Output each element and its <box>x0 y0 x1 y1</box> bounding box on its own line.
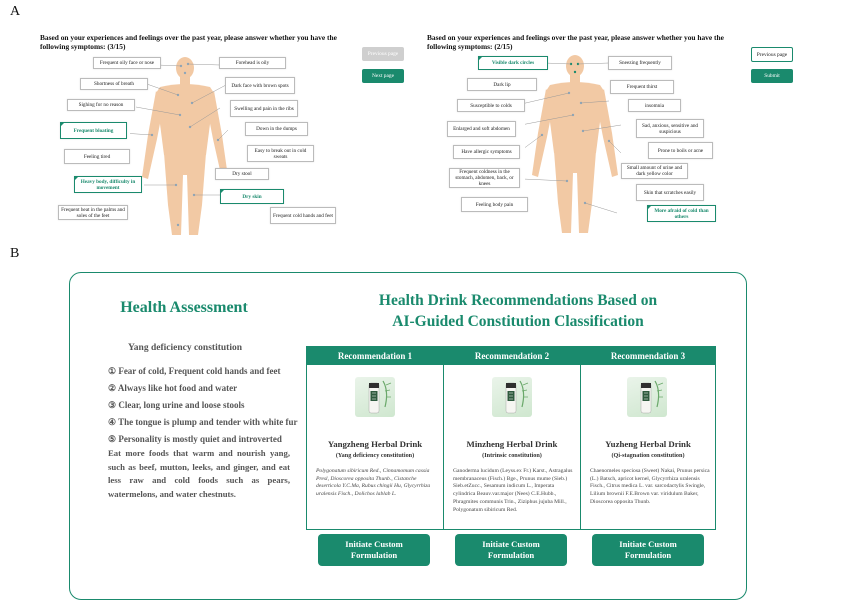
symptom-abdomen[interactable]: Enlarged and soft abdomen <box>447 121 516 137</box>
drink-name: Yangzheng Herbal Drink <box>327 439 423 449</box>
symptom-sad[interactable]: Sad, anxious, sensitive and suspicious <box>636 119 704 138</box>
next-page-button[interactable]: Next page <box>362 69 404 83</box>
symptom-boils[interactable]: Prone to boils or acne <box>648 142 713 159</box>
symptom-forehead-oily[interactable]: Forehead is oily <box>219 57 286 69</box>
drink-ingredients: Ganoderma lucidum (Leyss.ex Fr.) Karst., Astragalus membranaceus (Fisch.) Bge., Prunus mume (Sieb.) Sieb.etZucc., Sesamum indicum L., Imperata cylindrica Beauv.var.major (Nees) C.E.Hubb., Phragmites communis Trin., Ziziphus jujuba Mill., Polygonatum sibiricum Red. <box>453 468 573 513</box>
symptom-oily-face[interactable]: Frequent oily face or nose <box>93 57 161 69</box>
symptom-urine[interactable]: Small amount of urine and dark yellow color <box>621 163 688 179</box>
assessment-title: Health Assessment <box>120 299 248 316</box>
symptom-dumps[interactable]: Down in the dumps <box>245 122 308 136</box>
drink-bottle-icon <box>627 377 667 417</box>
symptom-heat-palms[interactable]: Frequent heat in the palms and soles of the feet <box>58 205 128 220</box>
initiate-custom-formulation-button-2[interactable]: Initiate Custom Formulation <box>455 534 567 566</box>
symptom-insomnia[interactable]: insomnia <box>628 99 681 112</box>
recommendation-card-3[interactable] <box>580 347 715 529</box>
recommend-title-line1: Health Drink Recommendations Based on <box>378 292 658 309</box>
symptom-cold-sweats[interactable]: Easy to break out in cold sweats <box>247 145 314 162</box>
trait-item: ⑤ Personality is mostly quiet and introverted <box>108 434 282 444</box>
recommendation-card-2[interactable] <box>443 347 580 529</box>
recommendation-header: Recommendation 1 <box>307 347 443 365</box>
symptom-afraid-cold[interactable]: More afraid of cold than others <box>647 205 716 222</box>
drink-constitution: (Yang deficiency constitution) <box>335 452 415 459</box>
symptom-cold-hands[interactable]: Frequent cold hands and feet <box>270 207 336 224</box>
symptom-thirst[interactable]: Frequent thirst <box>610 80 674 94</box>
trait-item: ④ The tongue is plump and tender with white fur <box>108 417 298 427</box>
symptom-dark-lip[interactable]: Dark lip <box>467 78 537 91</box>
panel-a-letter: A <box>10 4 21 19</box>
symptom-allergic[interactable]: Have allergic symptoms <box>453 145 520 159</box>
initiate-custom-formulation-button-1[interactable]: Initiate Custom Formulation <box>318 534 430 566</box>
drink-name: Minzheng Herbal Drink <box>466 439 558 449</box>
symptom-body-pain[interactable]: Feeling body pain <box>461 197 528 212</box>
submit-button[interactable]: Submit <box>751 69 793 83</box>
drink-ingredients: Chaenomeles speciosa (Sweet) Nakai, Prunus persica (L.) Batsch, apricot kernel, Glycyrrhiza uralensis Fisch., Citrus medica L. var. sarcodactylis Swingle, Lilium brownii F.E.Brown var. viridulum Baker, Dioscorea opposita Thunb. <box>590 468 710 505</box>
recommend-title-line2: AI-Guided Constitution Classification <box>392 313 644 330</box>
symptom-sneezing[interactable]: Sneezing frequently <box>608 56 672 70</box>
drink-bottle-icon <box>492 377 532 417</box>
symptom-sighing[interactable]: Sighing for no reason <box>67 99 135 111</box>
symptom-scratches[interactable]: Skin that scratches easily <box>636 184 704 201</box>
drink-name: Yuzheng Herbal Drink <box>605 439 691 449</box>
right-question: Based on your experiences and feelings over the past year, please answer whether you have the following symptoms: (2/15) <box>427 33 724 51</box>
drink-ingredients: Polygonatum sibiricum Red., Cinnamomum cassia Presl, Dioscorea opposita Thunb., Cistanche deserticola Y.C.Ma, Rubus chingii Hu, Glycyrrhiza uralensis Fisch., Dolichos lablab L. <box>316 468 431 498</box>
trait-item: ① Fear of cold, Frequent cold hands and feet <box>108 366 281 376</box>
left-question: Based on your experiences and feelings over the past year, please answer whether you have the following symptoms: (3/15) <box>40 33 337 51</box>
symptom-shortness-breath[interactable]: Shortness of breath <box>80 78 148 90</box>
symptom-dark-face[interactable]: Dark face with brown spots <box>225 77 295 94</box>
previous-page-button-right[interactable]: Previous page <box>751 47 793 62</box>
diet-advice: Eat more foods that warm and nourish yang, such as beef, mutton, leeks, and ginger, and eat less raw and cold foods such as pears, watermelons, and water chestnuts. <box>108 448 290 499</box>
trait-item: ② Always like hot food and water <box>108 383 238 393</box>
recommendation-header: Recommendation 2 <box>444 347 580 365</box>
drink-bottle-icon <box>355 377 395 417</box>
panel-b-letter: B <box>10 246 20 261</box>
symptom-swelling-ribs[interactable]: Swelling and pain in the ribs <box>230 100 298 117</box>
symptom-dry-stool[interactable]: Dry stool <box>215 168 269 180</box>
drink-constitution: (Qi-stagnation constitution) <box>611 452 685 459</box>
trait-item: ③ Clear, long urine and loose stools <box>108 400 245 410</box>
previous-page-button[interactable]: Previous page <box>362 47 404 61</box>
recommendation-header: Recommendation 3 <box>581 347 715 365</box>
symptom-heavy-body[interactable]: Heavy body, difficulty in movement <box>74 176 142 193</box>
symptom-coldness[interactable]: Frequent coldness in the stomach, abdomen, back, or knees <box>449 168 520 188</box>
drink-constitution: (Intrinsic constitution) <box>482 452 542 459</box>
symptom-dry-skin[interactable]: Dry skin <box>220 189 284 204</box>
initiate-custom-formulation-button-3[interactable]: Initiate Custom Formulation <box>592 534 704 566</box>
symptom-bloating[interactable]: Frequent bloating <box>60 122 127 139</box>
symptom-colds[interactable]: Susceptible to colds <box>457 99 525 112</box>
recommendation-card-1[interactable] <box>307 347 443 529</box>
symptom-dark-circles[interactable]: Visible dark circles <box>478 56 548 70</box>
constitution-name: Yang deficiency constitution <box>128 343 242 353</box>
recommendation-table <box>306 346 716 530</box>
symptom-tired[interactable]: Feeling tired <box>64 149 130 164</box>
